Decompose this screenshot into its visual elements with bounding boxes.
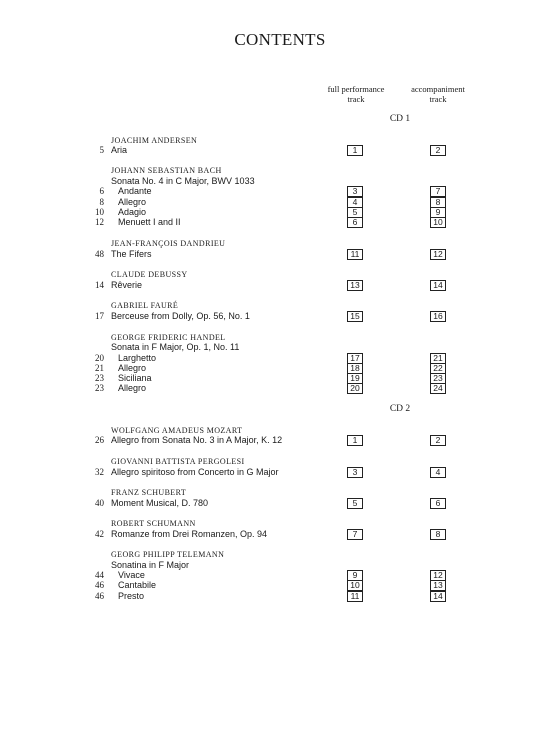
full-track-box: 5: [347, 207, 363, 218]
accompaniment-track-box: 24: [430, 383, 446, 394]
page-number: 23: [95, 383, 104, 393]
page-number: 20: [95, 353, 104, 363]
movement-title: Adagio: [118, 207, 147, 217]
page-number: 46: [95, 580, 104, 590]
composer-name: GIOVANNI BATTISTA PERGOLESI: [111, 457, 245, 466]
composer-name: JOHANN SEBASTIAN BACH: [111, 166, 222, 175]
movement-title: Menuett I and II: [118, 217, 181, 227]
page-number: 5: [99, 145, 104, 155]
page-number: 44: [95, 570, 104, 580]
page-number: 10: [95, 207, 104, 217]
accompaniment-track-box: 6: [430, 498, 446, 509]
accompaniment-track-box: 9: [430, 207, 446, 218]
work-title: The Fifers: [111, 249, 152, 259]
movement-title: Larghetto: [118, 353, 157, 363]
full-track-box: 17: [347, 353, 363, 364]
accompaniment-track-box: 4: [430, 467, 446, 478]
accompaniment-track-box: 8: [430, 197, 446, 208]
accompaniment-track-box: 16: [430, 311, 446, 322]
composer-name: GABRIEL FAURÉ: [111, 301, 179, 310]
page-number: 8: [99, 197, 104, 207]
work-title: Berceuse from Dolly, Op. 56, No. 1: [111, 311, 250, 321]
accompaniment-track-box: 21: [430, 353, 446, 364]
composer-name: ROBERT SCHUMANN: [111, 519, 196, 528]
composer-name: JEAN-FRANÇOIS DANDRIEU: [111, 239, 226, 248]
work-title: Allegro from Sonata No. 3 in A Major, K. 12: [111, 435, 283, 445]
full-track-box: 7: [347, 529, 363, 540]
movement-title: Siciliana: [118, 373, 152, 383]
full-track-box: 20: [347, 383, 363, 394]
composer-name: CLAUDE DEBUSSY: [111, 270, 188, 279]
header-line: accompaniment: [411, 84, 465, 94]
page-number: 21: [95, 363, 104, 373]
full-track-box: 11: [347, 249, 363, 260]
work-subtitle: Sonata in F Major, Op. 1, No. 11: [111, 342, 240, 352]
full-track-box: 18: [347, 363, 363, 374]
full-track-box: 1: [347, 435, 363, 446]
movement-title: Presto: [118, 591, 145, 601]
accompaniment-track-box: 7: [430, 186, 446, 197]
full-track-box: 15: [347, 311, 363, 322]
movement-title: Andante: [118, 186, 152, 196]
movement-title: Allegro: [118, 383, 147, 393]
accompaniment-track-box: 12: [430, 570, 446, 581]
header-line: full performance: [327, 84, 385, 94]
page-number: 32: [95, 467, 104, 477]
full-track-box: 5: [347, 498, 363, 509]
accompaniment-track-box: 23: [430, 373, 446, 384]
work-subtitle: Sonata No. 4 in C Major, BWV 1033: [111, 176, 255, 186]
work-subtitle: Sonatina in F Major: [111, 560, 190, 570]
accompaniment-track-box: 2: [430, 145, 446, 156]
full-track-box: 13: [347, 280, 363, 291]
full-track-box: 10: [347, 580, 363, 591]
accompaniment-track-header: [383, 84, 493, 104]
full-track-box: 4: [347, 197, 363, 208]
composer-name: WOLFGANG AMADEUS MOZART: [111, 426, 243, 435]
accompaniment-track-box: 2: [430, 435, 446, 446]
page-number: 48: [95, 249, 104, 259]
movement-title: Allegro: [118, 197, 147, 207]
page-title: CONTENTS: [234, 30, 326, 49]
page-number: 14: [95, 280, 104, 290]
page-number: 23: [95, 373, 104, 383]
full-track-box: 1: [347, 145, 363, 156]
accompaniment-track-box: 14: [430, 591, 446, 602]
page-number: 6: [99, 186, 104, 196]
work-title: Moment Musical, D. 780: [111, 498, 209, 508]
accompaniment-track-box: 14: [430, 280, 446, 291]
full-track-box: 3: [347, 467, 363, 478]
cd1-label: CD 1: [389, 114, 411, 124]
composer-name: JOACHIM ANDERSEN: [111, 136, 198, 145]
full-track-box: 19: [347, 373, 363, 384]
composer-name: GEORG PHILIPP TELEMANN: [111, 550, 225, 559]
page-number: 26: [95, 435, 104, 445]
page-number: 12: [95, 217, 104, 227]
full-track-box: 6: [347, 217, 363, 228]
movement-title: Cantabile: [118, 580, 157, 590]
full-track-box: 3: [347, 186, 363, 197]
page-number: 42: [95, 529, 104, 539]
composer-name: GEORGE FRIDERIC HANDEL: [111, 333, 226, 342]
accompaniment-track-box: 13: [430, 580, 446, 591]
accompaniment-track-box: 10: [430, 217, 446, 228]
work-title: Rêverie: [111, 280, 143, 290]
accompaniment-track-box: 8: [430, 529, 446, 540]
work-title: Aria: [111, 145, 128, 155]
accompaniment-track-box: 12: [430, 249, 446, 260]
work-title: Allegro spiritoso from Concerto in G Major: [111, 467, 279, 477]
composer-name: FRANZ SCHUBERT: [111, 488, 187, 497]
movement-title: Allegro: [118, 363, 147, 373]
full-track-box: 11: [347, 591, 363, 602]
header-line: track: [347, 94, 365, 104]
cd2-label: CD 2: [389, 404, 411, 414]
full-track-box: 9: [347, 570, 363, 581]
page-number: 17: [95, 311, 104, 321]
page-number: 40: [95, 498, 104, 508]
movement-title: Vivace: [118, 570, 145, 580]
page-number: 46: [95, 591, 104, 601]
work-title: Romanze from Drei Romanzen, Op. 94: [111, 529, 268, 539]
accompaniment-track-box: 22: [430, 363, 446, 374]
header-line: track: [429, 94, 447, 104]
